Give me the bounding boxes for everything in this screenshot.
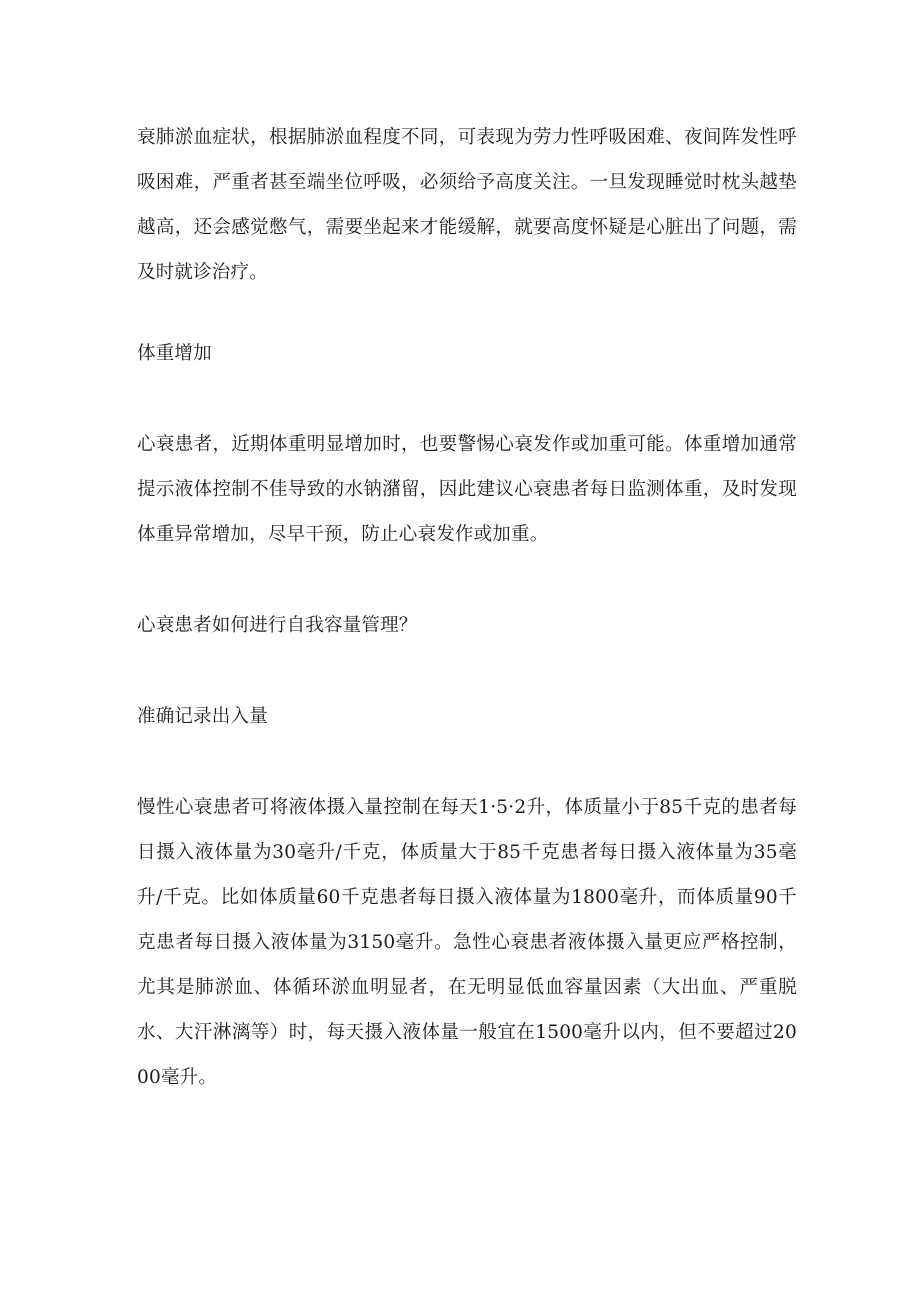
heading-self-volume-management: 心衰患者如何进行自我容量管理？ [137, 615, 418, 636]
paragraph-fluid-intake: 慢性心衰患者可将液体摄入量控制在每天1·5·2升，体质量小于85千克的患者每日摄入液体量为30毫升/千克，体质量大于85千克患者每日摄入液体量为35毫升/千克。比如体质量60千克患者每日摄入液体量为1800毫升，而体质量90千克患者每日摄入液体量为3150毫升。急性心衰患者液体摄入量更应严格控制，尤其是肺淤血、体循环淤血明显者，在无明显低血容量因素（大出血、严重脱水、大汗淋漓等）时，每天摄入液体量一般宜在1500毫升以内，但不要超过2000毫升。 [137, 797, 797, 1088]
document-body [137, 115, 797, 1100]
heading-weight-gain: 体重增加 [137, 343, 212, 364]
paragraph-pulmonary-congestion: 衰肺淤血症状，根据肺淤血程度不同，可表现为劳力性呼吸困难、夜间阵发性呼吸困难，严重者甚至端坐位呼吸，必须给予高度关注。一旦发现睡觉时枕头越垫越高，还会感觉憋气，需要坐起来才能缓解，就要高度怀疑是心脏出了问题，需及时就诊治疗。 [137, 127, 797, 283]
paragraph-weight-gain: 心衰患者，近期体重明显增加时，也要警惕心衰发作或加重可能。体重增加通常提示液体控制不佳导致的水钠潴留，因此建议心衰患者每日监测体重，及时发现体重异常增加，尽早干预，防止心衰发作或加重。 [137, 434, 797, 545]
heading-record-intake-output: 准确记录出入量 [137, 706, 268, 727]
